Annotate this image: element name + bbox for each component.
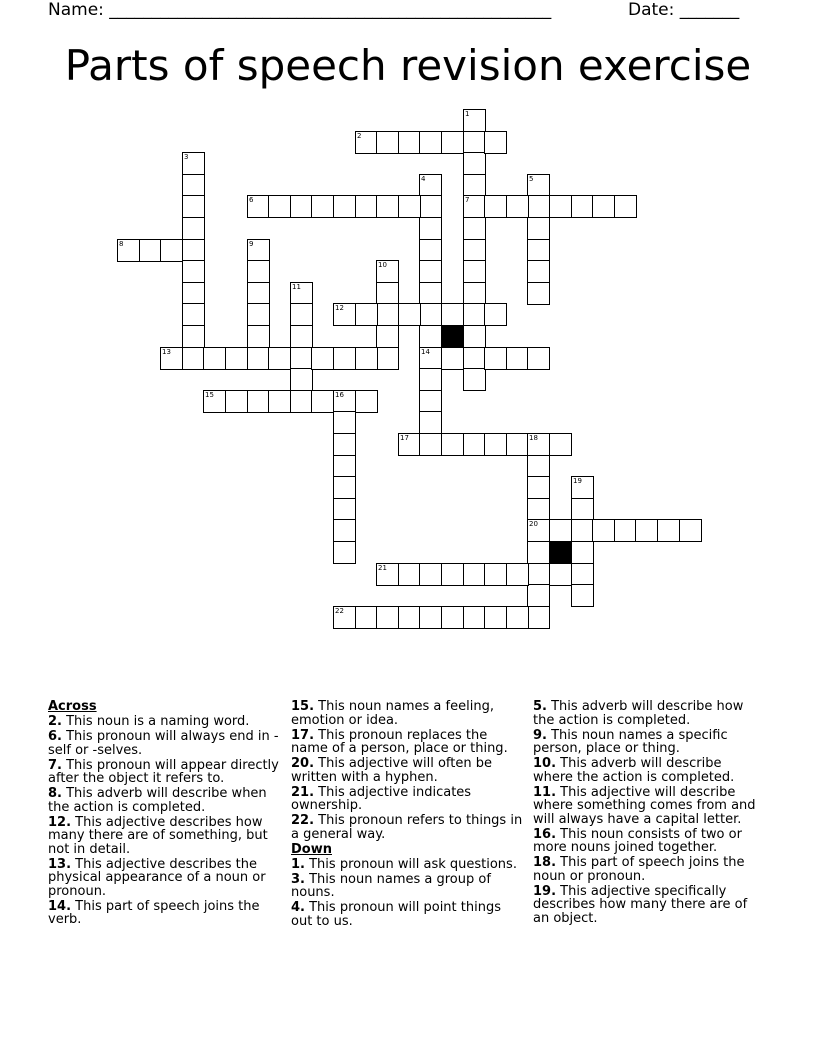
down-clue xyxy=(533,786,765,827)
clue-number-label: 6. xyxy=(48,729,62,744)
crossword-cell[interactable] xyxy=(182,325,205,348)
clue-number: 20 xyxy=(529,520,538,528)
clue-number-label: 4. xyxy=(291,900,305,915)
clue-text: This noun names a feeling, emotion or idea. xyxy=(291,699,494,728)
crossword-cell[interactable] xyxy=(463,109,486,132)
crossword-cell[interactable] xyxy=(527,174,550,197)
crossword-cell[interactable] xyxy=(333,519,356,542)
crossword-cell[interactable] xyxy=(333,498,356,521)
clue-text: This noun consists of two or more nouns joined together. xyxy=(533,826,742,855)
crossword-cell[interactable] xyxy=(463,174,486,197)
clues-column-3 xyxy=(533,700,765,927)
clue-number: 12 xyxy=(335,304,344,312)
clue-number-label: 5. xyxy=(533,699,547,714)
clue-number: 14 xyxy=(421,348,430,356)
across-clue xyxy=(48,787,280,814)
crossword-cell[interactable] xyxy=(333,433,356,456)
across-clue xyxy=(48,858,280,899)
crossword-cell[interactable] xyxy=(527,260,550,283)
clue-text: This adjective will often be written with a hyphen. xyxy=(291,756,492,785)
down-clue xyxy=(291,858,523,872)
crossword-cell[interactable] xyxy=(419,260,442,283)
crossword-cell[interactable] xyxy=(398,606,421,629)
crossword-cell[interactable] xyxy=(247,282,270,305)
crossword-cell[interactable] xyxy=(247,303,270,326)
clues-column-2 xyxy=(291,700,523,930)
crossword-cell[interactable] xyxy=(463,239,486,262)
clue-number-label: 10. xyxy=(533,756,557,771)
crossword-cell[interactable] xyxy=(592,195,615,218)
crossword-cell[interactable] xyxy=(225,347,248,370)
crossword-cell[interactable] xyxy=(527,606,550,629)
across-clue xyxy=(291,814,523,841)
clue-number-label: 19. xyxy=(533,883,557,899)
crossword-cell[interactable] xyxy=(549,195,572,218)
crossword-cell[interactable] xyxy=(463,217,486,240)
crossword-cell[interactable] xyxy=(463,433,486,456)
crossword-cell[interactable] xyxy=(463,606,486,629)
crossword-cell[interactable] xyxy=(376,563,399,586)
crossword-cell[interactable] xyxy=(419,347,442,370)
crossword-cell[interactable] xyxy=(463,131,486,154)
crossword-cell[interactable] xyxy=(571,195,594,218)
clue-number: 15 xyxy=(205,391,214,399)
crossword-cell[interactable] xyxy=(614,195,637,218)
crossword-cell[interactable] xyxy=(182,217,205,240)
crossword-cell[interactable] xyxy=(679,519,702,542)
clue-number-label: 18. xyxy=(533,855,557,870)
crossword-cell[interactable] xyxy=(419,303,442,326)
crossword-cell[interactable] xyxy=(333,476,356,499)
clues-column-1 xyxy=(48,700,280,928)
down-clue xyxy=(533,828,765,855)
clue-text: This adjective specifically describes how many there are of an object. xyxy=(533,883,748,926)
crossword-cell[interactable] xyxy=(527,433,550,456)
crossword-cell[interactable] xyxy=(376,325,399,348)
black-square xyxy=(441,325,464,348)
clue-text: This adjective will describe where something comes from and will always have a capital letter. xyxy=(533,784,756,827)
date-field[interactable]: Date: _______ xyxy=(628,0,740,20)
clue-number-label: 20. xyxy=(291,756,315,771)
crossword-cell[interactable] xyxy=(419,563,442,586)
clue-number-label: 1. xyxy=(291,856,305,872)
clue-number: 16 xyxy=(335,391,344,399)
clue-text: This pronoun refers to things in a general way. xyxy=(291,813,523,842)
clue-text: This part of speech joins the verb. xyxy=(48,898,260,927)
crossword-cell[interactable] xyxy=(139,239,162,262)
down-clue xyxy=(291,901,523,928)
crossword-cell[interactable] xyxy=(463,260,486,283)
clue-number-label: 17. xyxy=(291,727,315,743)
crossword-cell[interactable] xyxy=(376,303,399,326)
clue-number-label: 7. xyxy=(48,757,62,773)
crossword-cell[interactable] xyxy=(290,303,313,326)
crossword-cell[interactable] xyxy=(527,563,550,586)
clue-text: This adverb will describe how the action is completed. xyxy=(533,699,744,728)
crossword-cell[interactable] xyxy=(398,131,421,154)
crossword-cell[interactable] xyxy=(419,433,442,456)
clue-text: This pronoun replaces the name of a person, place or thing. xyxy=(291,727,508,756)
crossword-cell[interactable] xyxy=(484,131,507,154)
crossword-cell[interactable] xyxy=(333,541,356,564)
clue-number: 18 xyxy=(529,434,538,442)
crossword-cell[interactable] xyxy=(463,282,486,305)
crossword-cell[interactable] xyxy=(247,325,270,348)
crossword-cell[interactable] xyxy=(527,195,550,218)
crossword-cell[interactable] xyxy=(182,347,205,370)
clue-number-label: 9. xyxy=(533,727,547,743)
crossword-cell[interactable] xyxy=(484,347,507,370)
down-heading: Down xyxy=(291,841,332,857)
crossword-cell[interactable] xyxy=(290,282,313,305)
clue-number: 13 xyxy=(162,348,171,356)
crossword-cell[interactable] xyxy=(635,519,658,542)
crossword-cell[interactable] xyxy=(160,347,183,370)
crossword-cell[interactable] xyxy=(419,325,442,348)
crossword-cell[interactable] xyxy=(549,433,572,456)
clue-number: 1 xyxy=(465,110,470,118)
crossword-cell[interactable] xyxy=(527,347,550,370)
crossword-cell[interactable] xyxy=(376,195,399,218)
page-title: Parts of speech revision exercise xyxy=(64,41,752,90)
clue-text: This pronoun will point things out to us. xyxy=(291,900,501,929)
clue-text: This pronoun will ask questions. xyxy=(304,856,517,872)
crossword-cell[interactable] xyxy=(247,195,270,218)
crossword-cell[interactable] xyxy=(355,131,378,154)
crossword-cell[interactable] xyxy=(441,303,464,326)
crossword-cell[interactable] xyxy=(419,131,442,154)
crossword-cell[interactable] xyxy=(290,325,313,348)
crossword-cell[interactable] xyxy=(463,195,486,218)
crossword-cell[interactable] xyxy=(571,584,594,607)
clue-text: This noun names a group of nouns. xyxy=(291,871,491,900)
across-clue xyxy=(48,730,280,757)
clue-number-label: 22. xyxy=(291,813,315,828)
crossword-cell[interactable] xyxy=(117,239,140,262)
crossword-cell[interactable] xyxy=(527,541,550,564)
crossword-cell[interactable] xyxy=(355,606,378,629)
crossword-cell[interactable] xyxy=(527,239,550,262)
across-clue xyxy=(48,715,280,729)
clue-text: This pronoun will always end in -self or -selves. xyxy=(48,729,279,758)
crossword-cell[interactable] xyxy=(463,347,486,370)
crossword-cell[interactable] xyxy=(506,195,529,218)
crossword-cell[interactable] xyxy=(182,174,205,197)
crossword-cell[interactable] xyxy=(527,498,550,521)
crossword-cell[interactable] xyxy=(290,368,313,391)
clue-number: 11 xyxy=(292,283,301,291)
down-clue xyxy=(533,729,765,756)
crossword-cell[interactable] xyxy=(571,563,594,586)
crossword-cell[interactable] xyxy=(376,260,399,283)
crossword-cell[interactable] xyxy=(484,195,507,218)
crossword-cell[interactable] xyxy=(225,390,248,413)
across-clue xyxy=(48,816,280,857)
clue-number-label: 11. xyxy=(533,784,557,800)
black-square xyxy=(549,541,572,564)
crossword-cell[interactable] xyxy=(419,411,442,434)
crossword-cell[interactable] xyxy=(527,476,550,499)
crossword-cell[interactable] xyxy=(333,390,356,413)
across-heading: Across xyxy=(48,699,97,714)
clue-number-label: 13. xyxy=(48,856,72,872)
crossword-cell[interactable] xyxy=(333,303,356,326)
clue-number-label: 12. xyxy=(48,814,72,830)
crossword-cell[interactable] xyxy=(571,476,594,499)
clue-number: 21 xyxy=(378,564,387,572)
crossword-cell[interactable] xyxy=(333,411,356,434)
clue-number: 3 xyxy=(184,153,189,161)
crossword-cell[interactable] xyxy=(398,195,421,218)
crossword-cell[interactable] xyxy=(527,217,550,240)
crossword-cell[interactable] xyxy=(203,390,226,413)
crossword-cell[interactable] xyxy=(419,239,442,262)
crossword-cell[interactable] xyxy=(441,433,464,456)
crossword-cell[interactable] xyxy=(182,303,205,326)
crossword-cell[interactable] xyxy=(441,347,464,370)
crossword-cell[interactable] xyxy=(333,347,356,370)
across-clue xyxy=(291,757,523,784)
crossword-cell[interactable] xyxy=(506,606,529,629)
down-clue xyxy=(533,856,765,883)
crossword-cell[interactable] xyxy=(571,519,594,542)
crossword-cell[interactable] xyxy=(463,152,486,175)
name-field[interactable]: Name: ____________________________________________________ xyxy=(48,0,552,20)
clue-text: This noun names a specific person, place or thing. xyxy=(533,727,728,756)
crossword-cell[interactable] xyxy=(419,217,442,240)
crossword-cell[interactable] xyxy=(398,433,421,456)
clue-text: This adverb will describe when the action is completed. xyxy=(48,786,267,815)
clue-number: 5 xyxy=(529,175,534,183)
clue-number: 17 xyxy=(400,434,409,442)
crossword-cell[interactable] xyxy=(419,368,442,391)
crossword-cell[interactable] xyxy=(160,239,183,262)
clue-text: This adjective indicates ownership. xyxy=(291,784,472,813)
crossword-cell[interactable] xyxy=(527,519,550,542)
crossword-cell[interactable] xyxy=(355,303,378,326)
crossword-cell[interactable] xyxy=(463,303,486,326)
crossword-cell[interactable] xyxy=(592,519,615,542)
clue-number: 22 xyxy=(335,607,344,615)
crossword-cell[interactable] xyxy=(441,606,464,629)
crossword-cell[interactable] xyxy=(657,519,680,542)
across-clue xyxy=(291,700,523,727)
crossword-cell[interactable] xyxy=(182,260,205,283)
crossword-cell[interactable] xyxy=(506,433,529,456)
crossword-cell[interactable] xyxy=(549,563,572,586)
crossword-cell[interactable] xyxy=(614,519,637,542)
down-clue xyxy=(533,885,765,926)
clue-number: 7 xyxy=(465,196,470,204)
crossword-cell[interactable] xyxy=(549,519,572,542)
crossword-cell[interactable] xyxy=(398,563,421,586)
clue-number-label: 3. xyxy=(291,871,305,887)
crossword-cell[interactable] xyxy=(376,347,399,370)
crossword-cell[interactable] xyxy=(571,498,594,521)
crossword-cell[interactable] xyxy=(376,131,399,154)
crossword-cell[interactable] xyxy=(441,563,464,586)
clue-number-label: 21. xyxy=(291,784,315,800)
crossword-cell[interactable] xyxy=(463,325,486,348)
clue-number-label: 15. xyxy=(291,699,315,714)
crossword-cell[interactable] xyxy=(527,282,550,305)
crossword-cell[interactable] xyxy=(419,195,442,218)
crossword-cell[interactable] xyxy=(506,347,529,370)
crossword-cell[interactable] xyxy=(333,455,356,478)
crossword-cell[interactable] xyxy=(182,195,205,218)
crossword-cell[interactable] xyxy=(527,584,550,607)
clue-number-label: 2. xyxy=(48,714,62,729)
crossword-cell[interactable] xyxy=(463,368,486,391)
crossword-cell[interactable] xyxy=(268,195,291,218)
clue-number: 6 xyxy=(249,196,254,204)
crossword-cell[interactable] xyxy=(247,347,270,370)
down-clue xyxy=(291,873,523,900)
clue-text: This adverb will describe where the action is completed. xyxy=(533,756,735,785)
clue-number: 2 xyxy=(357,132,362,140)
crossword-cell[interactable] xyxy=(290,195,313,218)
crossword-cell[interactable] xyxy=(311,347,334,370)
clue-text: This noun is a naming word. xyxy=(61,714,250,729)
crossword-cell[interactable] xyxy=(268,390,291,413)
clue-text: This part of speech joins the noun or pronoun. xyxy=(533,855,745,884)
crossword-cell[interactable] xyxy=(484,303,507,326)
down-clue xyxy=(533,700,765,727)
crossword-cell[interactable] xyxy=(290,390,313,413)
crossword-cell[interactable] xyxy=(419,606,442,629)
crossword-cell[interactable] xyxy=(441,131,464,154)
crossword-cell[interactable] xyxy=(484,433,507,456)
crossword-cell[interactable] xyxy=(333,606,356,629)
crossword-cell[interactable] xyxy=(376,282,399,305)
clue-text: This pronoun will appear directly after the object it refers to. xyxy=(48,757,279,786)
crossword-cell[interactable] xyxy=(355,347,378,370)
clue-number-label: 8. xyxy=(48,786,62,801)
clue-number: 19 xyxy=(573,477,582,485)
crossword-cell[interactable] xyxy=(247,239,270,262)
crossword-cell[interactable] xyxy=(247,390,270,413)
clue-number: 4 xyxy=(421,175,426,183)
crossword-cell[interactable] xyxy=(419,282,442,305)
clue-text: This adjective describes the physical appearance of a noun or pronoun. xyxy=(48,856,266,899)
crossword-cell[interactable] xyxy=(484,563,507,586)
across-clue xyxy=(291,786,523,813)
clue-number: 9 xyxy=(249,240,254,248)
crossword-cell[interactable] xyxy=(311,195,334,218)
crossword-cell[interactable] xyxy=(376,606,399,629)
crossword-cell[interactable] xyxy=(571,541,594,564)
crossword-cell[interactable] xyxy=(527,455,550,478)
crossword-cell[interactable] xyxy=(182,239,205,262)
crossword-cell[interactable] xyxy=(333,195,356,218)
crossword-cell[interactable] xyxy=(355,390,378,413)
crossword-cell[interactable] xyxy=(506,563,529,586)
across-clue xyxy=(48,900,280,927)
crossword-cell[interactable] xyxy=(247,260,270,283)
crossword-cell[interactable] xyxy=(419,174,442,197)
crossword-cell[interactable] xyxy=(203,347,226,370)
crossword-cell[interactable] xyxy=(398,303,421,326)
clue-text: This adjective describes how many there are of something, but not in detail. xyxy=(48,814,268,857)
clue-number: 10 xyxy=(378,261,387,269)
down-clue xyxy=(533,757,765,784)
across-clue xyxy=(48,759,280,786)
crossword-cell[interactable] xyxy=(182,152,205,175)
crossword-cell[interactable] xyxy=(268,347,291,370)
crossword-cell[interactable] xyxy=(290,347,313,370)
crossword-cell[interactable] xyxy=(182,282,205,305)
crossword-cell[interactable] xyxy=(311,390,334,413)
crossword-cell[interactable] xyxy=(463,563,486,586)
crossword-cell[interactable] xyxy=(355,195,378,218)
crossword-cell[interactable] xyxy=(484,606,507,629)
clue-number-label: 16. xyxy=(533,826,557,842)
crossword-cell[interactable] xyxy=(419,390,442,413)
clue-number-label: 14. xyxy=(48,898,72,914)
across-clue xyxy=(291,729,523,756)
clue-number: 8 xyxy=(119,240,124,248)
